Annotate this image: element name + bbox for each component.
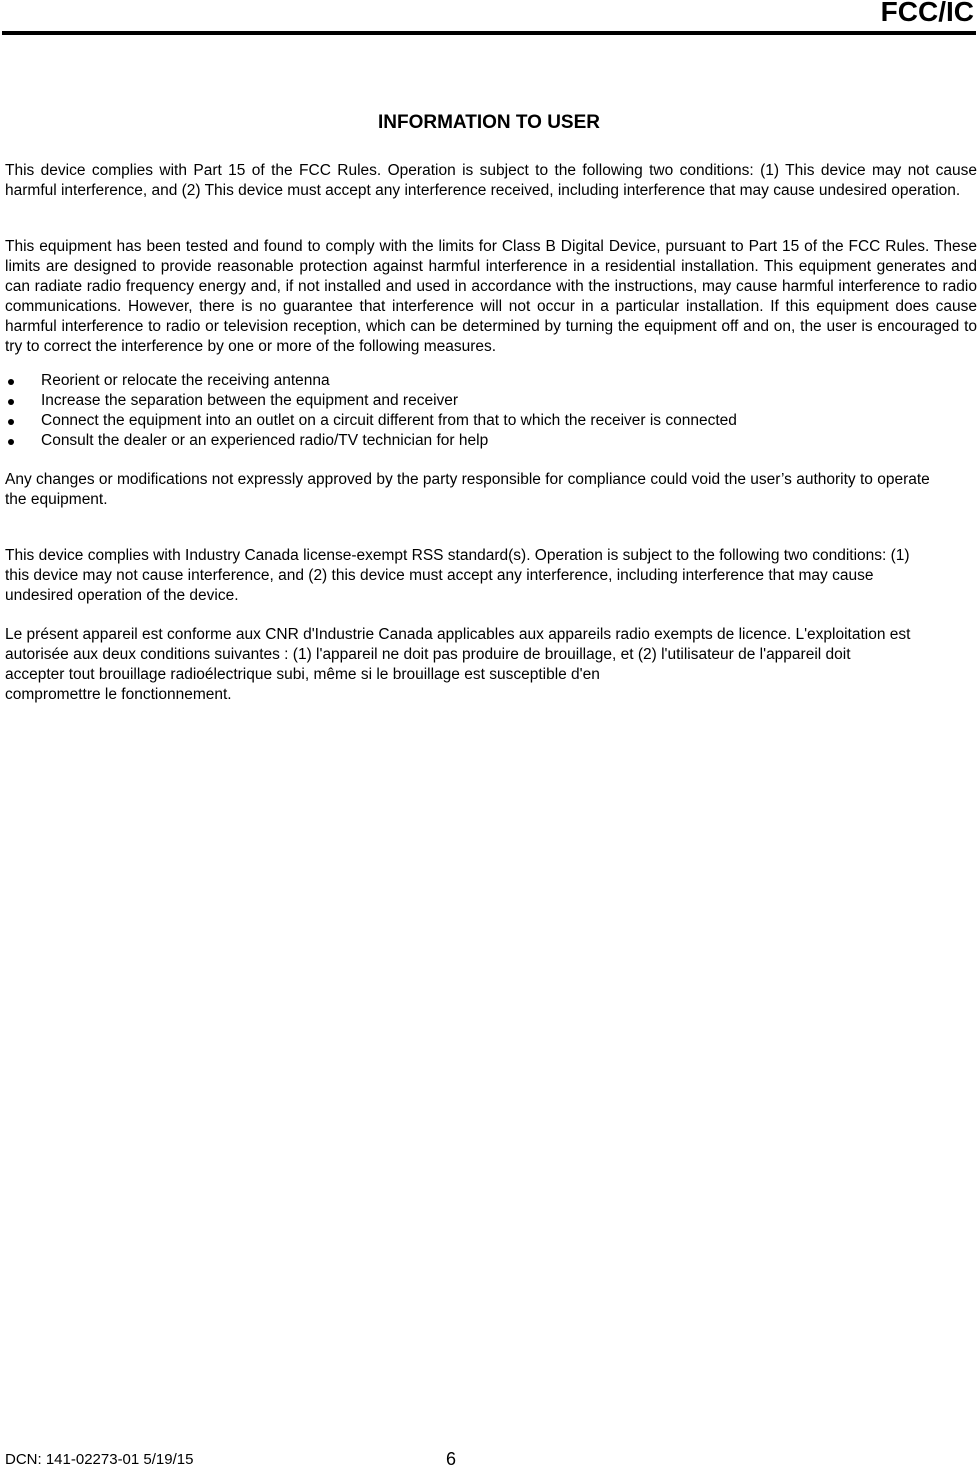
industry-canada-line: This device complies with Industry Canada license-exempt RSS standard(s). Operation is subject to the following two conditions: (1) — [5, 547, 910, 564]
bullet-icon — [8, 399, 14, 405]
document-title: INFORMATION TO USER — [377, 112, 601, 133]
french-compliance-line: accepter tout brouillage radioélectrique subi, même si le brouillage est susceptible d'en — [5, 666, 600, 683]
header-title: FCC/IC — [880, 0, 974, 27]
industry-canada-paragraph — [5, 546, 977, 606]
list-item — [5, 371, 737, 391]
interference-measures-list — [5, 371, 737, 451]
header-rule — [2, 31, 976, 35]
industry-canada-line: undesired operation of the device. — [5, 587, 239, 604]
list-item — [5, 391, 737, 411]
industry-canada-line: this device may not cause interference, and (2) this device must accept any interference, including interference that may cause — [5, 567, 874, 584]
list-item-text: Connect the equipment into an outlet on a circuit different from that to which the receiver is connected — [41, 412, 737, 429]
bullet-icon — [8, 439, 14, 445]
bullet-icon — [8, 419, 14, 425]
french-compliance-paragraph — [5, 625, 977, 705]
fcc-compliance-paragraph: This device complies with Part 15 of the FCC Rules. Operation is subject to the following two conditions: (1) This device may not cause harmful interference, and (2) This device must accept any interference received, including interference that may cause undesired operation. — [5, 162, 977, 199]
list-item — [5, 411, 737, 431]
list-item-text: Consult the dealer or an experienced radio/TV technician for help — [41, 432, 489, 449]
modifications-warning-paragraph: Any changes or modifications not expressly approved by the party responsible for compliance could void the user’s authority to operate the equipment. — [5, 471, 930, 508]
list-item-text: Reorient or relocate the receiving antenna — [41, 372, 330, 389]
document-control-number: DCN: 141-02273-01 5/19/15 — [5, 1451, 194, 1468]
french-compliance-line: Le présent appareil est conforme aux CNR d'Industrie Canada applicables aux appareils radio exempts de licence. L'exploitation est — [5, 626, 911, 643]
list-item — [5, 431, 737, 451]
french-compliance-line: autorisée aux deux conditions suivantes : (1) l'appareil ne doit pas produire de brouillage, et (2) l'utilisateur de l'appareil doit — [5, 646, 851, 663]
page-number: 6 — [446, 1449, 457, 1469]
french-compliance-line: compromettre le fonctionnement. — [5, 686, 232, 703]
class-b-limits-paragraph: This equipment has been tested and found to comply with the limits for Class B Digital Device, pursuant to Part 15 of the FCC Rules. These limits are designed to provide reasonable protection against harmful interference in a residential installation. This equipment generates and can radiate radio frequency energy and, if not installed and used in accordance with the instructions, may cause harmful interference to radio communications. However, there is no guarantee that interference will not occur in a particular installation. If this equipment does cause harmful interference to radio or television reception, which can be determined by turning the equipment off and on, the user is encouraged to try to correct the interference by one or more of the following measures. — [5, 238, 977, 355]
list-item-text: Increase the separation between the equipment and receiver — [41, 392, 459, 409]
bullet-icon — [8, 379, 14, 385]
